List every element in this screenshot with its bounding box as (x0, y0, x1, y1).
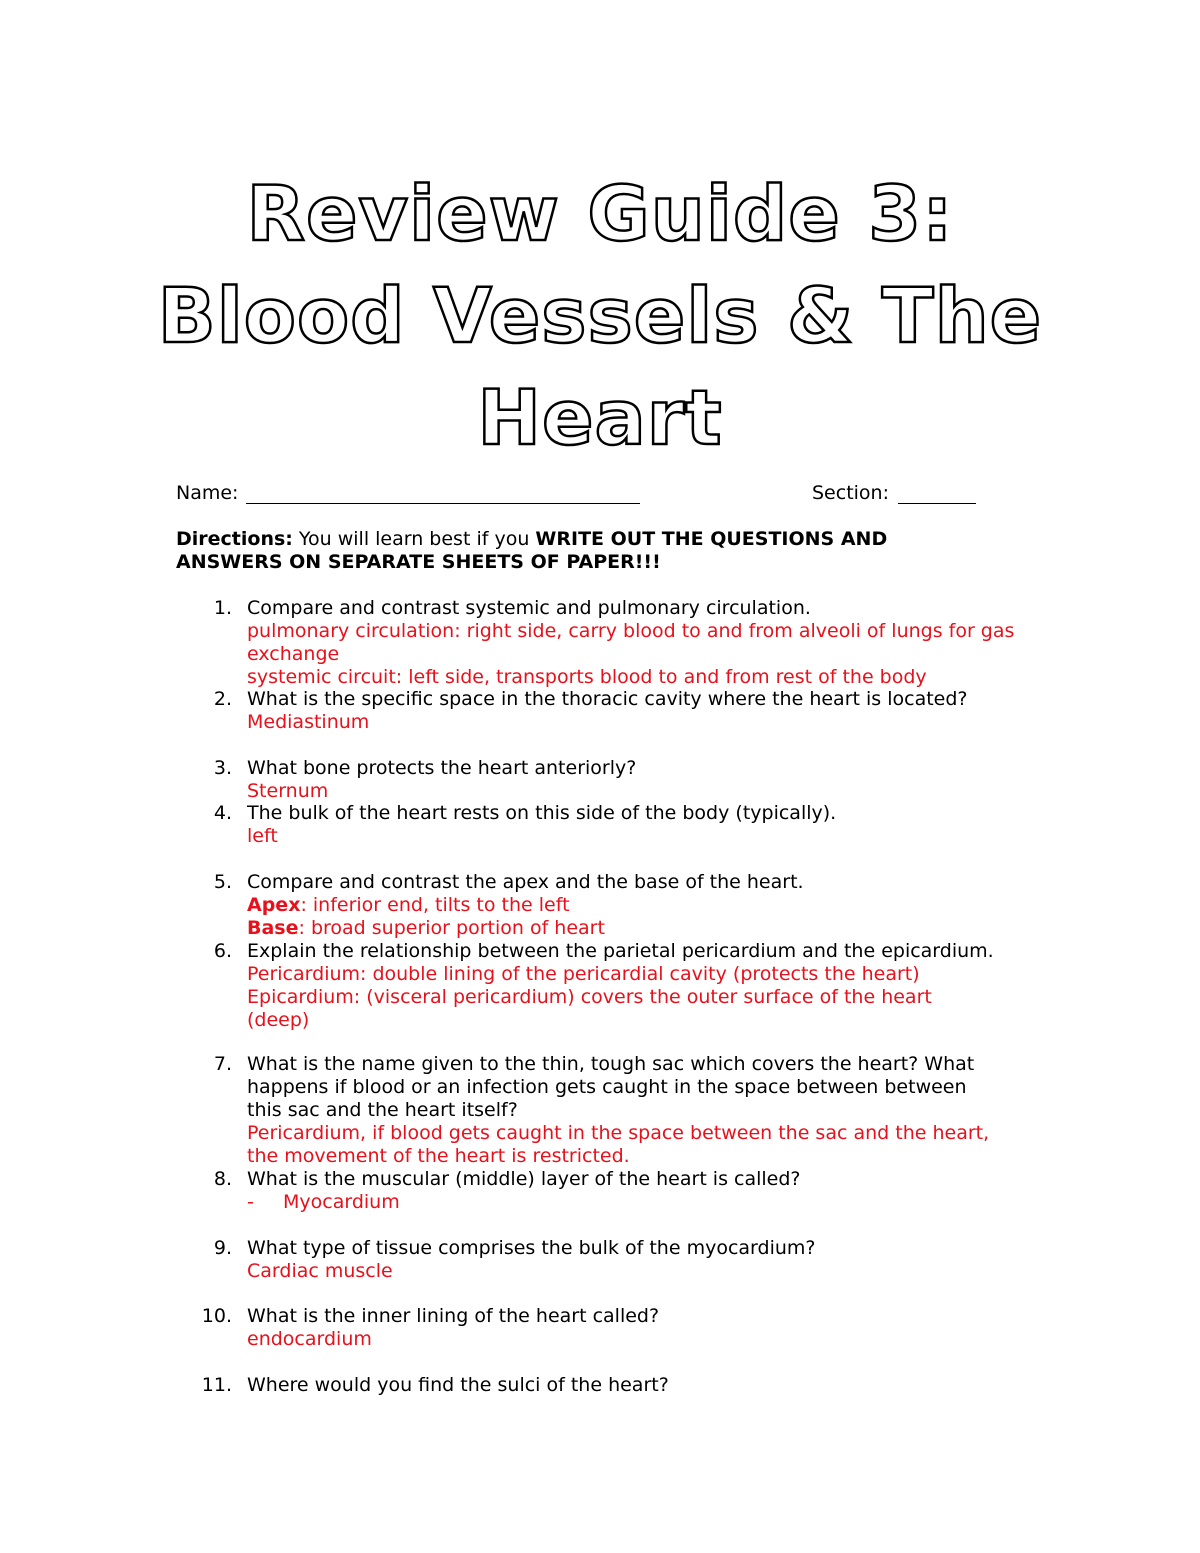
bullet-dash: - (247, 1191, 254, 1213)
question-body (247, 1237, 1077, 1283)
question-text: What type of tissue comprises the bulk of the myocardium? (247, 1237, 816, 1259)
question-number: 3. (213, 757, 232, 779)
title-line-1: Review Guide 3: (246, 169, 954, 258)
question-number: 1. (213, 597, 232, 619)
answer-term: Base (247, 917, 299, 939)
answer-text: Mediastinum (247, 711, 370, 733)
question-text: What bone protects the heart anteriorly? (247, 757, 637, 779)
answer-text: (deep) (247, 1009, 310, 1031)
question-body (247, 1305, 1077, 1351)
question-text: Compare and contrast the apex and the base of the heart. (247, 871, 804, 893)
title-line-3: Heart (477, 373, 723, 462)
answer-text: systemic circuit: left side, transports blood to and from rest of the body (247, 666, 927, 688)
answer-text: Epicardium: (visceral pericardium) covers the outer surface of the heart (247, 986, 932, 1008)
directions-emphasis-1: WRITE OUT THE QUESTIONS AND (535, 528, 888, 550)
question-body (247, 802, 1077, 848)
question-body (247, 688, 1077, 734)
answer-term: Apex (247, 894, 301, 916)
name-blank[interactable] (246, 503, 640, 504)
name-section-row (176, 482, 976, 508)
directions (176, 528, 1036, 574)
answer-text (247, 894, 1077, 917)
question-body (247, 1168, 1077, 1214)
question-text: What is the name given to the thin, tough sac which covers the heart? What (247, 1053, 975, 1075)
question-body (247, 757, 1077, 803)
answer-text (247, 1191, 1077, 1214)
question-number: 5. (213, 871, 232, 893)
directions-label: Directions: (176, 528, 293, 550)
answer-text: Sternum (247, 780, 329, 802)
answer-value: Myocardium (283, 1191, 400, 1213)
section-label: Section: (812, 482, 889, 504)
question-body (247, 940, 1077, 1032)
question-body (247, 1374, 1077, 1397)
answer-text: exchange (247, 643, 340, 665)
question-number: 11. (201, 1374, 232, 1396)
question-body (247, 871, 1077, 940)
question-text: What is the specific space in the thoracic cavity where the heart is located? (247, 688, 968, 710)
answer-text: endocardium (247, 1328, 372, 1350)
question-number: 4. (213, 802, 232, 824)
directions-emphasis-2: ANSWERS ON SEPARATE SHEETS OF PAPER!!! (176, 551, 661, 573)
answer-text: Pericardium, if blood gets caught in the space between the sac and the heart, (247, 1122, 990, 1144)
question-text: What is the muscular (middle) layer of the heart is called? (247, 1168, 801, 1190)
answer-text (247, 917, 1077, 940)
section-blank[interactable] (898, 503, 976, 504)
question-text: The bulk of the heart rests on this side of the body (typically). (247, 802, 837, 824)
answer-text: pulmonary circulation: right side, carry blood to and from alveoli of lungs for gas (247, 620, 1015, 642)
question-number: 8. (213, 1168, 232, 1190)
answer-text: Pericardium: double lining of the pericardial cavity (protects the heart) (247, 963, 920, 985)
question-number: 6. (213, 940, 232, 962)
question-text: happens if blood or an infection gets caught in the space between between (247, 1076, 967, 1098)
question-text: What is the inner lining of the heart called? (247, 1305, 660, 1327)
question-number: 9. (213, 1237, 232, 1259)
answer-text: left (247, 825, 278, 847)
question-text: Compare and contrast systemic and pulmonary circulation. (247, 597, 811, 619)
answer-text: the movement of the heart is restricted. (247, 1145, 630, 1167)
directions-text: You will learn best if you (292, 528, 536, 550)
question-body (247, 1053, 1077, 1168)
answer-definition: : inferior end, tilts to the left (300, 894, 570, 916)
question-number: 7. (213, 1053, 232, 1075)
answer-definition: : broad superior portion of heart (298, 917, 605, 939)
question-text: this sac and the heart itself? (247, 1099, 518, 1121)
title-line-2: Blood Vessels & The (157, 271, 1043, 360)
question-number: 2. (213, 688, 232, 710)
question-number: 10. (201, 1305, 232, 1327)
question-body (247, 597, 1077, 689)
question-text: Where would you find the sulci of the heart? (247, 1374, 669, 1396)
name-label: Name: (176, 482, 239, 504)
question-text: Explain the relationship between the parietal pericardium and the epicardium. (247, 940, 994, 962)
answer-text: Cardiac muscle (247, 1260, 393, 1282)
